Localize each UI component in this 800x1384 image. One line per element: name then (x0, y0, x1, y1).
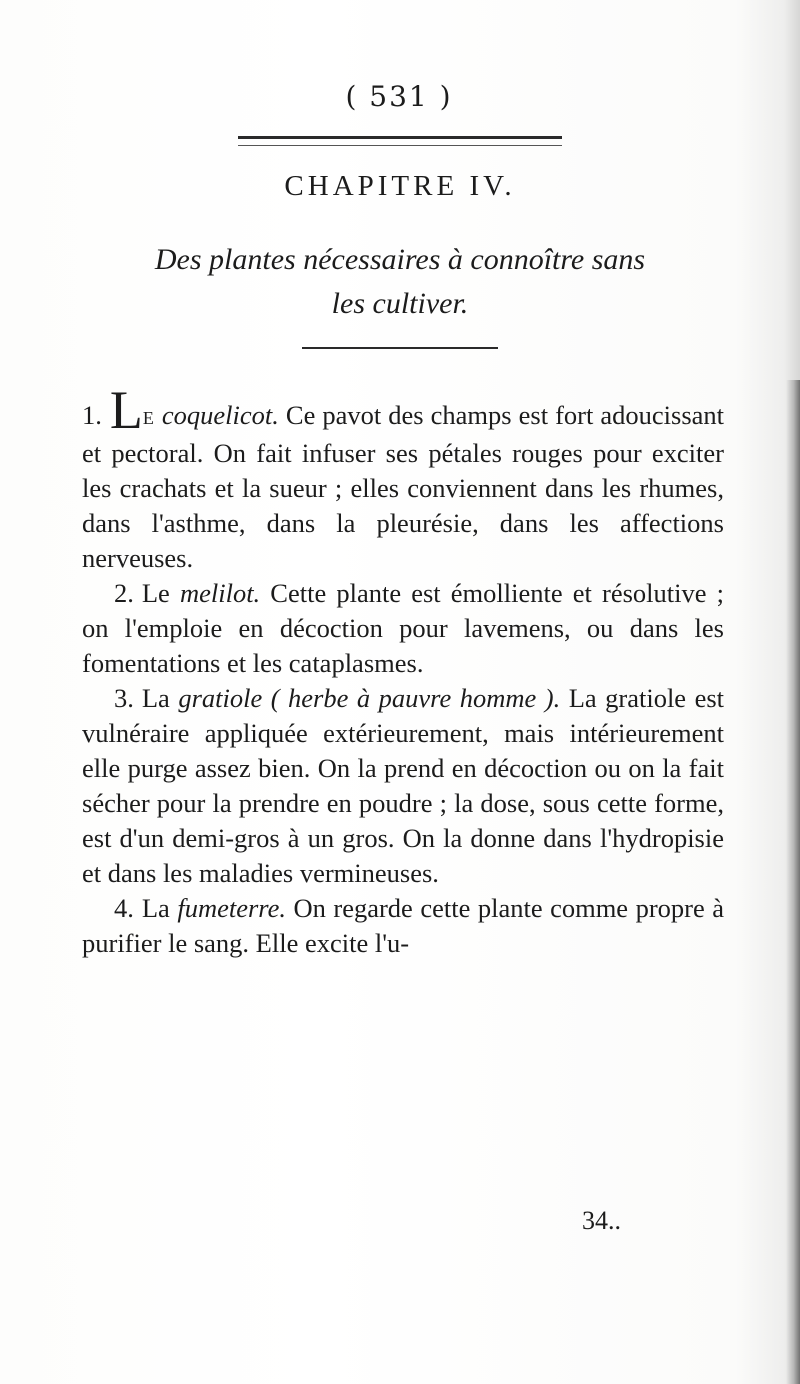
subtitle-rule (302, 347, 498, 349)
paragraph-text: Cette plante est émolliente et résolutive ; on l'emploie en décoction pour lavemens, ou dans les fomentations et les cataplasmes. (82, 578, 724, 678)
header-double-rule (238, 136, 562, 146)
paragraph-text: Ce pavot des champs est fort adoucissant et pectoral. On fait infuser ses pétales rouges pour exciter les crachats et la sueur ; elles conviennent dans les rhumes, dans l'asthme, dans la pleurésie, dans les affections nerveuses. (82, 400, 725, 573)
paragraph-number: 1. (82, 400, 102, 430)
plant-name: melilot. (179, 578, 261, 608)
paragraph-4 (82, 891, 724, 961)
paragraph-text: La gratiole est vulnéraire appliquée extérieurement, mais intérieurement elle purge assez bien. On la prend en décoction ou on la fait sécher pour la prendre en poudre ; la dose, sous cette forme, est d'un demi-gros à un gros. On la donne dans l'hydropisie et dans les maladies vermineuses. (82, 683, 725, 888)
paragraph-text: On regarde cette plante comme propre à purifier le sang. Elle excite l'u- (82, 893, 724, 958)
catchword-signature: 34.. (582, 1206, 621, 1235)
chapter-title: CHAPITRE IV. (284, 170, 516, 202)
paragraph-number: 4. (114, 893, 134, 923)
paragraph-lead: La (141, 683, 179, 713)
paragraph-2 (82, 576, 724, 681)
paragraph-lead: Le (141, 578, 180, 608)
drop-cap: L (109, 380, 143, 440)
plant-name: fumeterre. (177, 893, 286, 923)
page-number: ( 531 ) (345, 80, 453, 113)
plant-name: gratiole ( herbe à pauvre homme ). (178, 683, 561, 713)
plant-name: coquelicot. (161, 400, 279, 430)
paragraph-lead: La (141, 893, 178, 923)
paragraph-number: 2. (114, 578, 134, 608)
paragraph-3 (82, 681, 724, 891)
paragraph-number: 3. (114, 683, 134, 713)
small-cap: E (142, 408, 155, 428)
chapter-subtitle: Des plantes nécessaires à connoître sans les cultiver. (154, 243, 646, 320)
page-gutter-shadow (786, 380, 800, 1384)
body-text (82, 380, 725, 961)
paragraph-1 (82, 380, 725, 576)
